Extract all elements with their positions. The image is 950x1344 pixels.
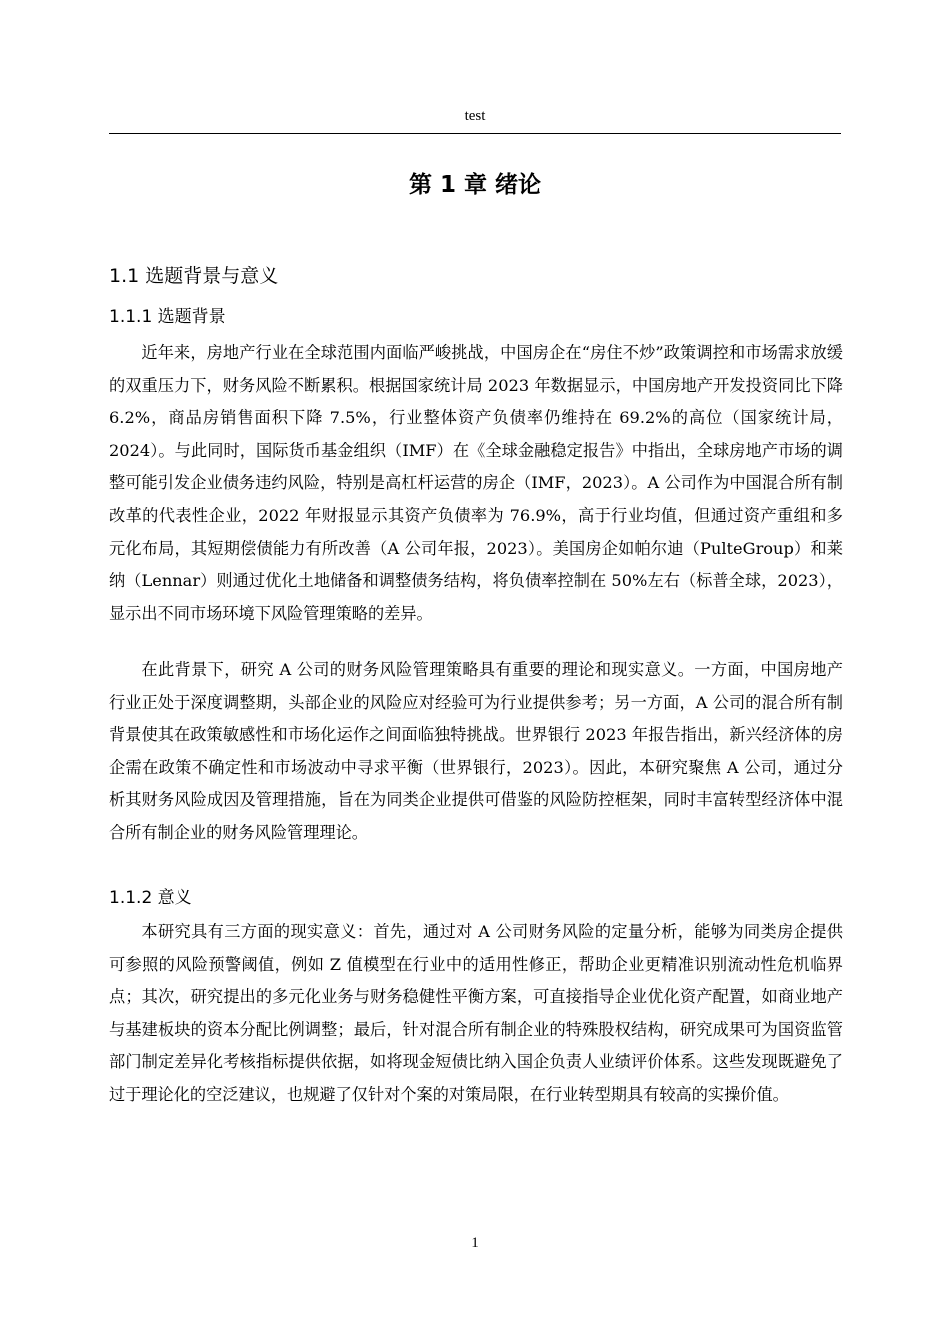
chapter-title: 第 1 章 绪论	[408, 172, 542, 198]
body-paragraph: 本研究具有三方面的现实意义：首先，通过对 A 公司财务风险的定量分析，能够为同类房企提供可参照的风险预警阈值，例如 Z 值模型在行业中的适用性修正，帮助企业更精准识别流动性危机临界点；其次，研究提出的多元化业务与财务稳健性平衡方案，可直接指导企业优化资产配置，如商业地产与基建板块的资本分配比例调整；最后，针对混合所有制企业的特殊股权结构，研究成果可为国资监管部门制定差异化考核指标提供依据，如将现金短债比纳入国企负责人业绩评价体系。这些发现既避免了过于理论化的空泛建议，也规避了仅针对个案的对策局限，在行业转型期具有较高的实操价值。	[109, 922, 843, 1104]
header-divider	[109, 133, 841, 134]
body-paragraph: 近年来，房地产行业在全球范围内面临严峻挑战，中国房企在“房住不炒”政策调控和市场需求放缓的双重压力下，财务风险不断累积。根据国家统计局 2023 年数据显示，中国房地产开发投资同比下降 6.2%，商品房销售面积下降 7.5%，行业整体资产负债率仍维持在 69.2%的高位（国家统计局，2024）。与此同时，国际货币基金组织（IMF）在《全球金融稳定报告》中指出，全球房地产市场的调整可能引发企业债务违约风险，特别是高杠杆运营的房企（IMF，2023）。A 公司作为中国混合所有制改革的代表性企业，2022 年财报显示其资产负债率为 76.9%，高于行业均值，但通过资产重组和多元化布局，其短期偿债能力有所改善（A 公司年报，2023）。美国房企如帕尔迪（PulteGroup）和莱纳（Lennar）则通过优化土地储备和调整债务结构，将负债率控制在 50%左右（标普全球，2023），显示出不同市场环境下风险管理策略的差异。	[109, 343, 843, 623]
subsection-heading-background: 1.1.1 选题背景	[109, 307, 226, 327]
page-number: 1	[471, 1235, 479, 1251]
section-heading: 1.1 选题背景与意义	[109, 265, 279, 287]
subsection-heading-significance: 1.1.2 意义	[109, 888, 192, 908]
running-header: test	[464, 108, 486, 124]
body-paragraph: 在此背景下，研究 A 公司的财务风险管理策略具有重要的理论和现实意义。一方面，中国房地产行业正处于深度调整期，头部企业的风险应对经验可为行业提供参考；另一方面，A 公司的混合所有制背景使其在政策敏感性和市场化运作之间面临独特挑战。世界银行 2023 年报告指出，新兴经济体的房企需在政策不确定性和市场波动中寻求平衡（世界银行，2023）。因此，本研究聚焦 A 公司，通过分析其财务风险成因及管理措施，旨在为同类企业提供可借鉴的风险防控框架，同时丰富转型经济体中混合所有制企业的财务风险管理理论。	[109, 660, 843, 842]
